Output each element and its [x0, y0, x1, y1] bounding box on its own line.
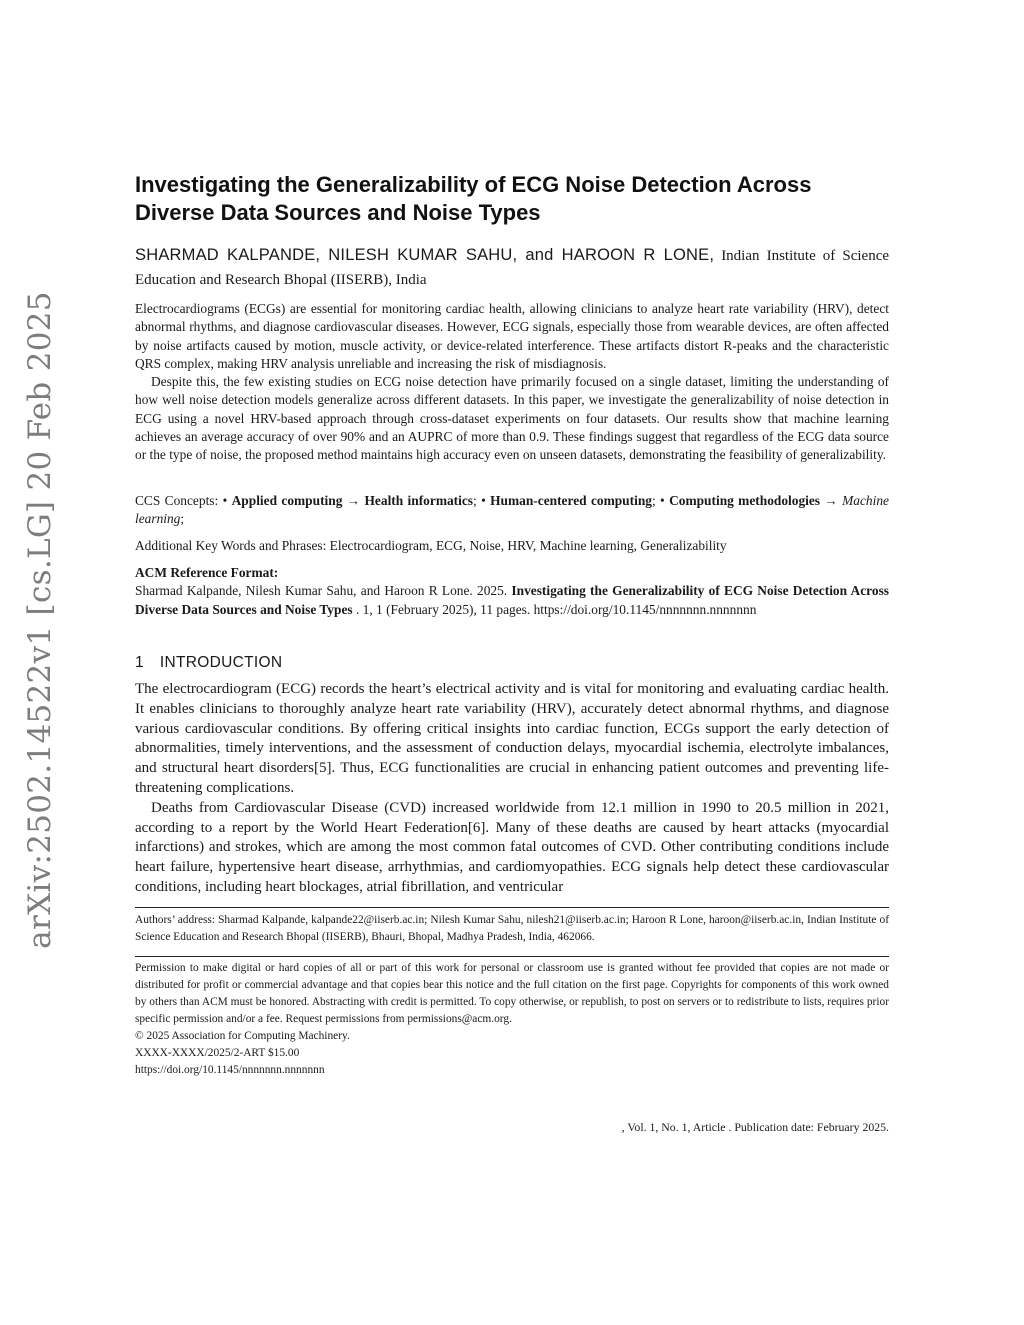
section-number: 1: [135, 654, 144, 671]
acm-reference-authors: Sharmad Kalpande, Nilesh Kumar Sahu, and Haroon R Lone. 2025.: [135, 583, 512, 599]
ccs-separator: ; •: [651, 493, 670, 508]
abstract-paragraph-2: Despite this, the few existing studies on ECG noise detection have primarily focused on a single dataset, limiting the understanding of how well noise detection models generalize across different datasets. In this paper, we investigate the generalizability of noise detection in ECG using a novel HRV-based approach through cross-dataset experiments on four datasets. Our results show that machine learning achieves an average accuracy of over 90% and an AUPRC of more than 0.9. These findings suggest that regardless of the ECG data source or the type of noise, the proposed method maintains high accuracy even on unseen datasets, demonstrating the feasibility of generalizability.: [135, 374, 889, 463]
ccs-concept-health: Health informatics: [364, 493, 474, 508]
ccs-arrow: →: [342, 493, 365, 508]
section-title: INTRODUCTION: [159, 654, 283, 671]
section-heading: [135, 654, 889, 672]
acm-reference-title: Investigating the Generalizability of ECG Noise Detection Across Diverse Data Sources and Noise Types: [135, 583, 889, 617]
ccs-concept-applied: Applied computing: [231, 493, 343, 508]
ccs-separator: ; •: [473, 493, 491, 508]
body-paragraph-1: The electrocardiogram (ECG) records the heart’s electrical activity and is vital for monitoring and evaluating cardiac health. It enables clinicians to thoroughly analyze heart rate variability (HRV), accurately detect abnormal rhythms, and diagnose various cardiovascular conditions. By offering critical insights into cardiac function, ECGs support the early detection of abnormalities, timely interventions, and the assessment of conduction delays, myocardial ischemia, electrolyte imbalances, and structural heart disorders[5]. Thus, ECG functionalities are crucial in enhancing patient outcomes and preventing life-threatening complications.: [135, 681, 889, 796]
ccs-concept-ml: Machine learning: [135, 493, 889, 527]
authors-address: Authors’ address: Sharmad Kalpande, kalpande22@iiserb.ac.in; Nilesh Kumar Sahu, nilesh21@iiserb.ac.in; Haroon R Lone, haroon@iiserb.ac.in, Indian Institute of Science Education and Research Bhopal (IISERB), Bhauri, Bhopal, Madhya Pradesh, India, 462066.: [135, 914, 889, 943]
page-footer: , Vol. 1, No. 1, Article . Publication date: February 2025.: [621, 1120, 889, 1134]
footnote-divider: [135, 907, 889, 908]
ccs-concept-computing: Computing methodologies: [669, 493, 821, 508]
ccs-concepts: [135, 492, 889, 529]
body-text: [135, 680, 889, 898]
doi-link[interactable]: https://doi.org/10.1145/nnnnnnn.nnnnnnn: [135, 1064, 325, 1076]
ccs-end: ;: [180, 511, 185, 527]
acm-reference-details[interactable]: . 1, 1 (February 2025), 11 pages. https://doi.org/10.1145/nnnnnnn.nnnnnnn: [352, 601, 757, 617]
ccs-prefix: CCS Concepts: •: [135, 493, 232, 508]
ccs-concept-hcc: Human-centered computing: [490, 493, 652, 508]
author-names: SHARMAD KALPANDE, NILESH KUMAR SAHU, and HAROON R LONE,: [135, 246, 715, 264]
arxiv-stamp-text: arXiv:2502.14522v1 [cs.LG] 20 Feb 2025: [22, 291, 58, 949]
permission-text: Permission to make digital or hard copies of all or part of this work for personal or classroom use is granted without fee provided that copies are not made or distributed for profit or commercial advantage and that copies bear this notice and the full citation on the first page. Copyrights for components of this work owned by others than ACM must be honored. Abstracting with credit is permitted. To copy otherwise, or republish, to post on servers or to redistribute to lists, requires prior specific permission and/or a fee. Request permissions from permissions@acm.org.: [135, 962, 889, 1025]
copyright-line: © 2025 Association for Computing Machinery.: [135, 1030, 350, 1042]
abstract-paragraph-1: Electrocardiograms (ECGs) are essential for monitoring cardiac health, allowing clinicians to analyze heart rate variability (HRV), detect abnormal rhythms, and diagnose cardiovascular diseases. However, ECG signals, especially those from wearable devices, are often affected by noise artifacts caused by motion, muscle activity, or device-related interference. These artifacts distort R-peaks and the characteristic QRS complex, making HRV analysis unreliable and increasing the risk of misdiagnosis.: [135, 301, 889, 371]
author-block: [135, 243, 889, 292]
acm-reference-heading: ACM Reference Format:: [135, 565, 279, 580]
abstract: [135, 300, 889, 465]
paper-title: Investigating the Generalizability of ECG Noise Detection Across Diverse Data Sources and Noise Types: [135, 172, 812, 225]
body-paragraph-2: Deaths from Cardiovascular Disease (CVD) increased worldwide from 12.1 million in 1990 to 20.5 million in 2021, according to a report by the World Heart Federation[6]. Many of these deaths are caused by heart attacks (myocardial infarctions) and strokes, which are among the most common fatal outcomes of CVD. Other contributing conditions include heart failure, hypertensive heart disease, arrhythmias, and cardiomyopathies. ECG signals help detect these cardiovascular conditions, including heart blockages, atrial fibrillation, and ventricular: [135, 799, 889, 895]
acm-reference: [135, 564, 889, 619]
ccs-arrow: →: [820, 493, 843, 508]
arxiv-stamp: [0, 0, 80, 1325]
issn-line: XXXX-XXXX/2025/2-ART $15.00: [135, 1047, 300, 1059]
keywords: Additional Key Words and Phrases: Electrocardiogram, ECG, Noise, HRV, Machine learning, Generalizability: [135, 538, 727, 553]
permission-notice: [135, 960, 889, 1079]
permission-divider: [135, 956, 889, 957]
author-affiliation: Indian Institute of Science Education and Research Bhopal (IISERB), India: [135, 248, 890, 288]
